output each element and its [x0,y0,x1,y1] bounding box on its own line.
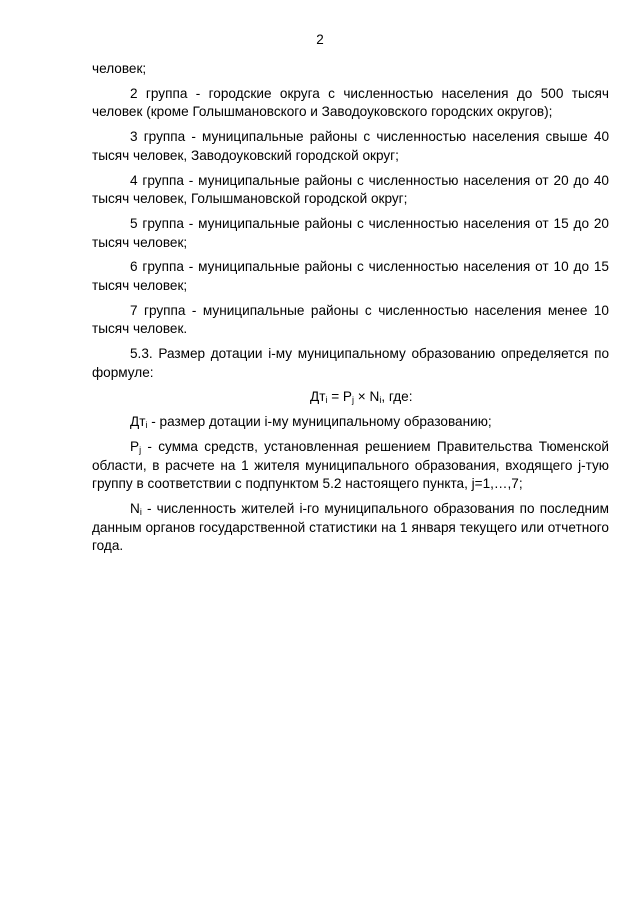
definition-dt-text: - размер дотации i-му муниципальному образованию; [147,414,492,430]
definition-dt-sub: i [145,420,148,431]
paragraph-group-4: 4 группа - муниципальные районы с численностью населения от 20 до 40 тысяч человек, Голышмановской городской округ; [92,172,609,207]
definition-dt-symbol: Дт [130,414,146,430]
formula-lhs-sub: i [325,395,328,406]
paragraph-group-5: 5 группа - муниципальные районы с численностью населения от 15 до 20 тысяч человек; [92,215,609,250]
document-body [92,60,609,562]
formula-eq: = P [327,389,352,405]
paragraph-5-3: 5.3. Размер дотации i-му муниципальному образованию определяется по формуле: [92,346,609,380]
definition-dt [92,413,609,432]
formula-tail: , где: [381,389,413,405]
paragraph-group-3: 3 группа - муниципальные районы с численностью населения свыше 40 тысяч человек, Заводоуковский городской округ; [92,129,609,163]
paragraph-continuation: человек; [92,61,147,76]
definition-p-symbol: P [130,438,140,454]
definition-n-text: - численность жителей i-го муниципального образования по последним данным органов государственной статистики на 1 января текущего или отчетного года. [92,500,609,554]
definition-p [92,438,609,494]
definition-n [92,500,609,556]
definition-p-text: - сумма средств, установленная решением Правительства Тюменской области, в расчете на 1 жителя муниципального образования, входящего j-тую группу в соответствии с подпунктом 5.2 настоящего пункта, j=1,…,7; [92,438,609,492]
definition-n-symbol: N [130,500,140,516]
paragraph-group-7: 7 группа - муниципальные районы с численностью населения менее 10 тысяч человек. [92,302,609,337]
paragraph-group-2: 2 группа - городские округа с численностью населения до 500 тысяч человек (кроме Голышмановского и Заводоуковского городских округов); [92,85,609,120]
formula-times: × N [354,389,380,405]
formula-lhs: Дт [310,389,326,405]
formula [92,388,609,407]
formula-n-sub: i [379,395,382,406]
definition-n-sub: i [139,506,142,517]
formula-p-sub: j [352,395,354,406]
page-number: 2 [316,32,324,47]
definition-p-sub: j [139,444,142,455]
paragraph-group-6: 6 группа - муниципальные районы с численностью населения от 10 до 15 тысяч человек; [92,259,609,293]
